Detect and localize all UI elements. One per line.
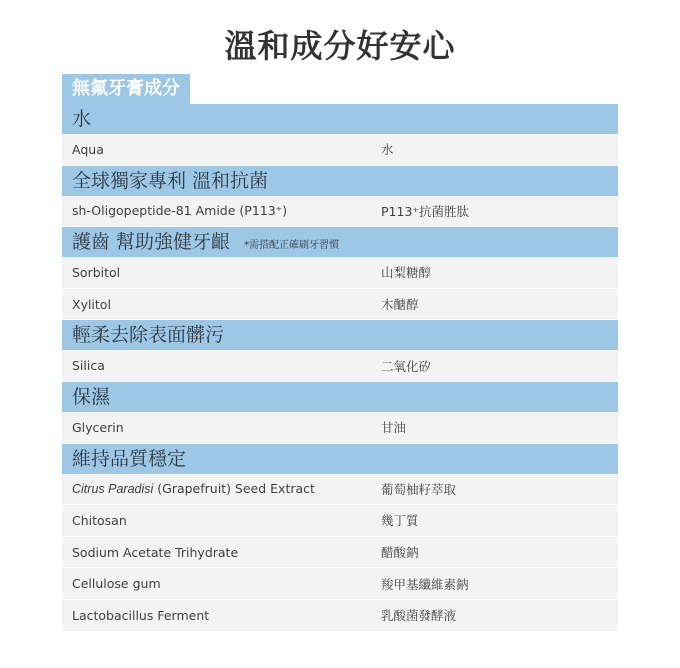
- ingredient-chinese: 醋酸鈉: [381, 545, 419, 561]
- ingredient-row: [62, 196, 618, 228]
- ingredient-latin-name: Citrus Paradisi: [72, 482, 154, 497]
- ingredient-row: [62, 505, 618, 537]
- section-heading: 保濕: [72, 385, 111, 408]
- section-note: *需搭配正確刷牙習慣: [244, 240, 340, 252]
- ingredient-chinese: 山梨糖醇: [381, 265, 432, 281]
- section-header: [62, 320, 618, 350]
- ingredient-english: Lactobacillus Ferment: [72, 607, 210, 623]
- ingredient-chinese: P113⁺抗菌胜肽: [381, 203, 469, 219]
- ingredient-english: Xylitol: [72, 296, 111, 312]
- ingredient-english: Chitosan: [72, 512, 127, 528]
- section-header: [62, 104, 618, 134]
- ingredient-chinese: 羧甲基纖維素鈉: [381, 576, 469, 592]
- ingredient-chinese: 二氧化矽: [381, 358, 432, 374]
- ingredient-chinese: 葡萄柚籽萃取: [381, 481, 457, 497]
- section-header: [62, 382, 618, 412]
- ingredient-english: Cellulose gum: [72, 576, 161, 592]
- section-header: [62, 444, 618, 474]
- ingredient-chinese: 幾丁質: [381, 513, 419, 529]
- ingredient-row: [62, 412, 618, 444]
- category-tag: 無氟牙膏成分: [62, 74, 190, 104]
- ingredient-chinese: 乳酸菌發酵液: [381, 608, 457, 624]
- ingredient-english: Sodium Acetate Trihydrate: [72, 544, 239, 560]
- ingredient-row: [62, 600, 618, 632]
- ingredient-chinese: 水: [381, 142, 394, 158]
- section-heading: 維持品質穩定: [72, 447, 187, 470]
- section-heading: 全球獨家專利 溫和抗菌: [72, 169, 269, 192]
- section-heading: 輕柔去除表面髒污: [72, 324, 225, 347]
- ingredient-row: [62, 537, 618, 569]
- section-header: [62, 166, 618, 196]
- ingredient-chinese: 甘油: [381, 420, 407, 436]
- ingredient-english: Aqua: [72, 141, 104, 157]
- ingredient-english: sh-Oligopeptide-81 Amide (P113⁺): [72, 203, 288, 219]
- ingredients-table: [62, 104, 618, 632]
- ingredient-row: [62, 257, 618, 289]
- ingredient-english: Sorbitol: [72, 264, 121, 280]
- ingredient-english-rest: (Grapefruit) Seed Extract: [153, 481, 315, 497]
- ingredient-row: [62, 568, 618, 600]
- section-heading: 水: [72, 108, 92, 130]
- page-title: 溫和成分好安心: [224, 27, 456, 65]
- ingredient-row: [62, 289, 618, 321]
- section-heading: 護齒 幫助強健牙齦: [72, 231, 231, 254]
- ingredient-english: Glycerin: [72, 419, 124, 435]
- ingredient-row: [62, 350, 618, 382]
- ingredient-row: [62, 474, 618, 506]
- ingredient-row: [62, 134, 618, 166]
- ingredient-english: [62, 481, 381, 496]
- section-header: [62, 227, 618, 257]
- ingredient-english: Silica: [72, 358, 105, 374]
- ingredient-chinese: 木醣醇: [381, 297, 419, 313]
